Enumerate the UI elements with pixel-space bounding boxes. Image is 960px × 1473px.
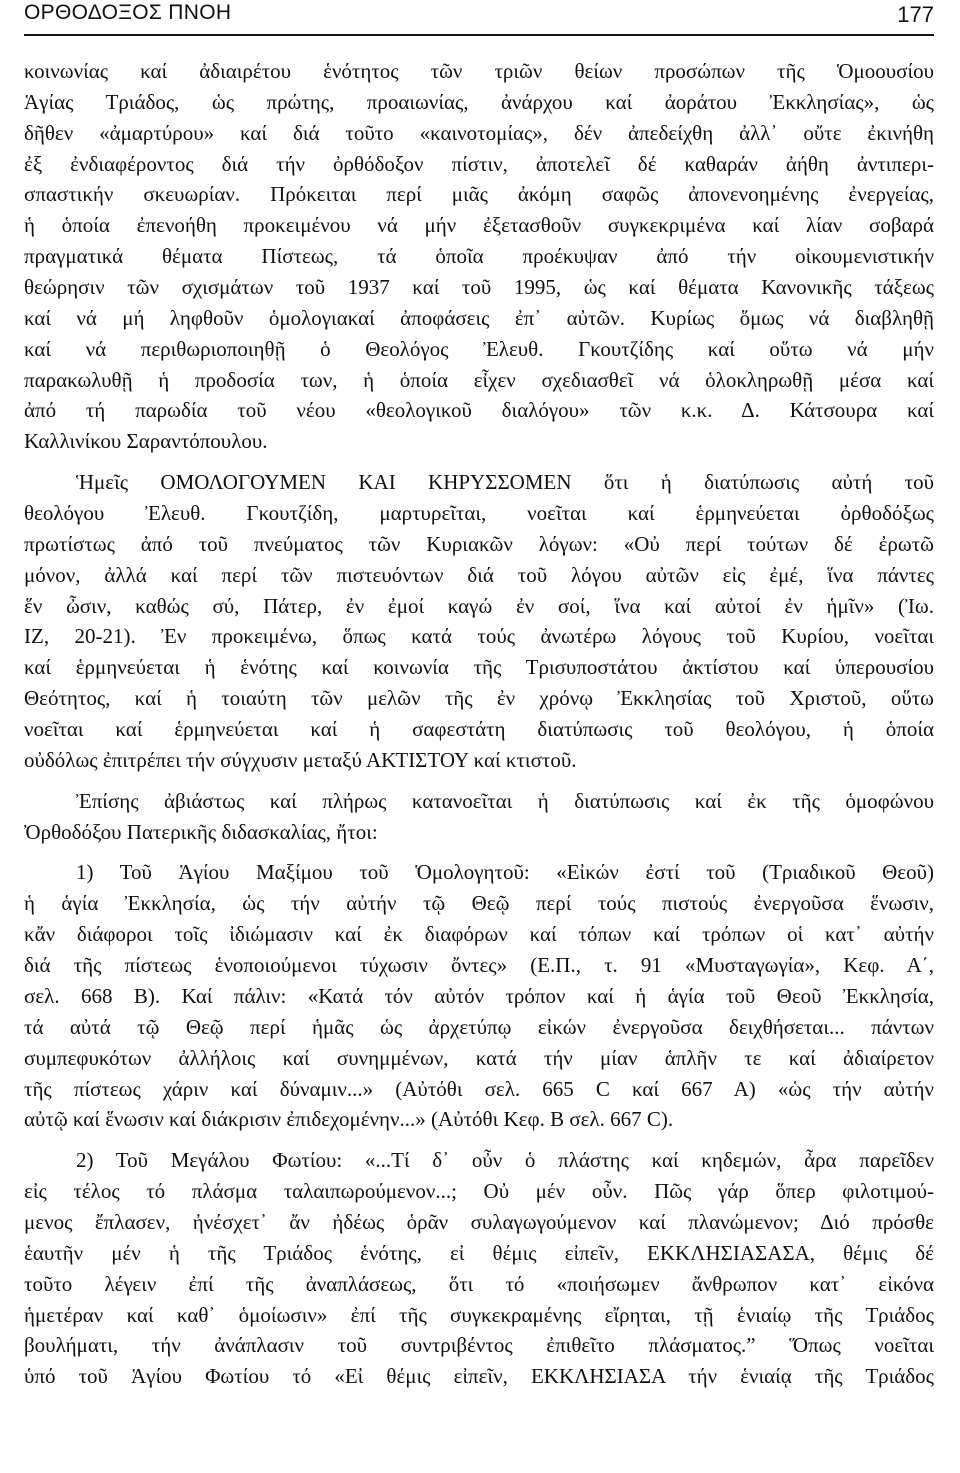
text-line: αὐτῷ καί ἕνωσιν καί διάκρισιν ἐπιδεχομένην...» (Αὐτόθι Κεφ. Β σελ. 667 C). [24,1107,674,1132]
text-line: ἡ ὁποία ἐπενοήθη προκειμένου νά μήν ἐξετασθοῦν συγκεκριμένα καί λίαν σοβαρά [24,213,934,238]
text-line: ἀπό τή παρωδία τοῦ νέου «θεολογικοῦ διαλόγου» τῶν κ.κ. Δ. Κάτσουρα καί [24,398,934,423]
running-title: ΟΡΘΟΔΟΞΟΣ ΠΝΟΗ [24,1,232,24]
text-line: θεώρησιν τῶν σχισμάτων τοῦ 1937 καί τοῦ 1995, ὡς καί θέματα Κανονικῆς τάξεως [24,275,934,300]
text-line: διά τῆς πίστεως ἑνοποιούμενοι τύχωσιν ὄντες» (Ε.Π., τ. 91 «Μυσταγωγία», Κεφ. Α΄, [24,953,934,978]
text-line: Ἁγίας Τριάδος, ὡς πρώτης, προαιωνίας, ἀνάρχου καί ἀοράτου Ἐκκλησίας», ὡς [24,89,934,114]
text-line: ἑαυτῆν μέν ἡ τῆς Τριάδος ἑνότης, εἰ θέμις εἰπεῖν, ΕΚΚΛΗΣΙΑΣΑΣΑ, θέμις δέ [24,1240,934,1265]
text-line: ΙΖ, 20-21). Ἐν προκειμένω, ὅπως κατά τούς ἀνωτέρω λόγους τοῦ Κυρίου, νοεῖται [24,624,934,649]
text-line: κοινωνίας καί ἀδιαιρέτου ἑνότητος τῶν τριῶν θείων προσώπων τῆς Ὁμοουσίου [24,59,934,83]
text-line: θεολόγου Ἐλευθ. Γκουτζίδη, μαρτυρεῖται, νοεῖται καί ἑρμηνεύεται ὀρθοδόξως [24,501,934,526]
text-line: τοῦτο λέγειν ἐπί τῆς ἀναπλάσεως, ὅτι τό «ποιήσωμεν ἄνθρωπον κατ᾽ εἰκόνα [24,1271,934,1296]
paragraph-first-line: Ἐπίσης ἀβιάστως καί πλήρως κατανοεῖται ἡ διατύπωσις καί ἐκ τῆς ὁμοφώνου [76,788,934,813]
text-line: Θεότητος, καί ἡ τοιαύτη τῶν μελῶν τῆς ἐν χρόνῳ Ἐκκλησίας τοῦ Χριστοῦ, οὕτω [24,686,934,711]
text-line: ἐξ ἐνδιαφέροντος διά τήν ὀρθόδοξον πίστιν, ἀποτελεῖ δέ καθαράν ἀήθη ἀντιπερι- [24,151,934,176]
text-line: τῆς πίστεως χάριν καί δύναμιν...» (Αὐτόθι σελ. 665 C καί 667 Α) «ὡς τήν αὐτήν [24,1076,934,1101]
text-line: τά αὐτά τῷ Θεῷ περί ἡμᾶς ὡς ἀρχετύπῳ εἰκών ἐνεργοῦσα δειχθήσεται... πάντων [24,1014,934,1039]
text-line: βουλήματι, τήν ἀνάπλασιν τοῦ συντριβέντος ἐπιθεῖτο πλάσματος.” Ὅπως νοεῖται [24,1333,934,1358]
text-line: εἰς τέλος τό πλάσμα ταλαιπωρούμενον...; Οὐ μέν οὖν. Πῶς γάρ ὅπερ φιλοτιμού- [24,1179,934,1204]
text-line: σπαστικήν σκευωρίαν. Πρόκειται περί μιᾶς ἀκόμη σαφῶς ἀπονενοημένης ἐνεργείας, [24,182,934,207]
text-line: ὑπό τοῦ Ἁγίου Φωτίου τό «Εἰ θέμις εἰπεῖν, ΕΚΚΛΗΣΙΑΣΑ τήν ἑνιαίᾳ τῆς Τριάδος [24,1364,934,1389]
paragraph-first-line: 2) Τοῦ Μεγάλου Φωτίου: «...Τί δ᾽ οὖν ὁ πλάστης καί κηδεμών, ἆρα παρεῖδεν [76,1148,934,1173]
text-line: οὐδόλως ἐπιτρέπει τήν σύγχυσιν μεταξύ ΑΚΤΙΣΤΟΥ καί κτιστοῦ. [24,747,577,772]
page-number: 177 [897,2,934,27]
body-text [24,56,934,1392]
text-line: νοεῖται καί ἑρμηνεύεται καί ἡ σαφεστάτη διατύπωσις τοῦ θεολόγου, ἡ ὁποία [24,717,934,742]
paragraph-first-line: 1) Τοῦ Ἁγίου Μαξίμου τοῦ Ὁμολογητοῦ: «Εἰκών ἐστί τοῦ (Τριαδικοῦ Θεοῦ) [76,860,934,885]
paragraph-first-line: Ἡμεῖς ΟΜΟΛΟΓΟΥΜΕΝ ΚΑΙ ΚΗΡΥΣΣΟΜΕΝ ὅτι ἡ διατύπωσις αὐτή τοῦ [76,470,934,495]
text-line: καί ἑρμηνεύεται ἡ ἑνότης καί κοινωνία τῆς Τρισυποστάτου ἀκτίστου καί ὑπερουσίου [24,655,934,680]
text-line: πρωτίστως ἀπό τοῦ πνεύματος τῶν Κυριακῶν λόγων: «Οὐ περί τούτων δέ ἐρωτῶ [24,531,934,556]
text-line: σελ. 668 Β). Καί πάλιν: «Κατά τόν αὐτόν τρόπον καί ἡ ἁγία τοῦ Θεοῦ Ἐκκλησία, [24,983,934,1008]
text-line: παρακωλυθῇ ἡ προδοσία των, ἡ ὁποία εἶχεν σχεδιασθεῖ νά ὁλοκληρωθῇ μέσα καί [24,367,934,392]
text-line: δῆθεν «ἀμαρτύρου» καί διά τοῦτο «καινοτομίας», δέν ἀπεδείχθη ἀλλ᾽ οὔτε ἐκινήθη [24,120,934,145]
text-line: καί νά περιθωριοποιηθῇ ὁ Θεολόγος Ἐλευθ. Γκουτζίδης καί οὕτω νά μήν [24,336,934,361]
text-line: καί νά μή ληφθοῦν ὁμολογιακαί ἀποφάσεις ἐπ᾽ αὐτῶν. Κυρίως ὅμως νά διαβληθῇ [24,305,934,330]
text-line: πραγματικά θέματα Πίστεως, τά ὁποῖα προέκυψαν ἀπό τήν οἰκουμενιστικήν [24,244,934,269]
text-line: μόνον, ἀλλά καί περί τῶν πιστευόντων διά τοῦ λόγου αὐτῶν εἰς ἐμέ, ἵνα πάντες [24,562,934,587]
text-line: συμπεφυκότων ἀλλήλοις καί συνημμένων, κατά τήν μίαν ἁπλῆν τε καί ἀδιαίρετον [24,1045,934,1070]
text-line: Καλλινίκου Σαραντόπουλου. [24,429,268,454]
text-line: Ὀρθοδόξου Πατερικῆς διδασκαλίας, ἤτοι: [24,819,378,844]
text-line: ἕν ὦσιν, καθώς σύ, Πάτερ, ἐν ἐμοί καγώ ἐν σοί, ἵνα καί αὐτοί ἐν ἡμῖν» (Ἰω. [24,593,934,618]
text-line: ἡμετέραν καί καθ᾽ ὁμοίωσιν» ἐπί τῆς συγκεκραμένης εἴρηται, τῇ ἑνιαίῳ τῆς Τριάδος [24,1302,934,1327]
text-line: κἄν διάφοροι τοῖς ἰδιώμασιν καί ἐκ διαφόρων καί τόπων καί τρόπων οἱ κατ᾽ αὐτήν [24,922,934,947]
text-line: ἡ ἁγία Ἐκκλησία, ὡς τήν αὐτήν τῷ Θεῷ περί τούς πιστούς ἐνεργοῦσα ἕνωσιν, [24,891,934,916]
text-line: μενος ἔπλασεν, ἠνέσχετ᾽ ἄν ἠδέως ὁρᾶν συλαγωγούμενον καί πλανώμενον; Διό πρόσθε [24,1209,934,1234]
page-header [24,0,934,36]
